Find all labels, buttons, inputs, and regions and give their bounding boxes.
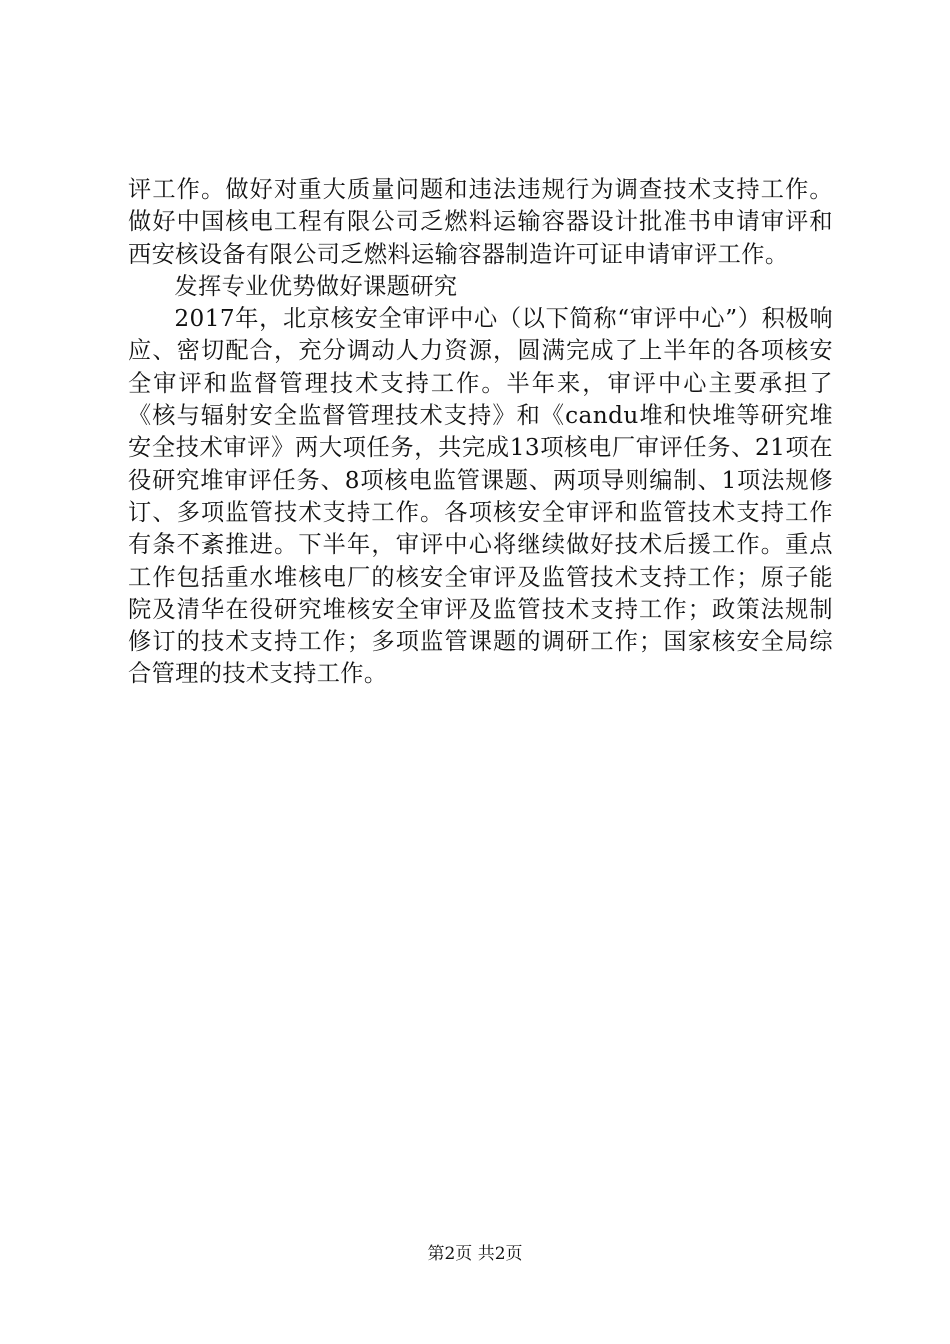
- section-heading: 发挥专业优势做好课题研究: [174, 272, 458, 300]
- paragraph-continuation: 评工作。做好对重大质量问题和违法违规行为调查技术支持工作。做好中国核电工程有限公司乏燃料运输容器设计批准书申请审评和西安核设备有限公司乏燃料运输容器制造许可证申请审评工作。: [128, 176, 833, 268]
- body-text: [128, 174, 833, 691]
- paragraph-main: 2017年，北京核安全审评中心（以下简称“审评中心”）积极响应、密切配合，充分调动人力资源，圆满完成了上半年的各项核安全审评和监督管理技术支持工作。半年来，审评中心主要承担了《核与辐射安全监督管理技术支持》和《candu堆和快堆等研究堆安全技术审评》两大项任务，共完成13项核电厂审评任务、21项在役研究堆审评任务、8项核电监管课题、两项导则编制、1项法规修订、多项监管技术支持工作。各项核安全审评和监管技术支持工作有条不紊推进。下半年，审评中心将继续做好技术后援工作。重点工作包括重水堆核电厂的核安全审评及监管技术支持工作；原子能院及清华在役研究堆核安全审评及监管技术支持工作；政策法规制修订的技术支持工作；多项监管课题的调研工作；国家核安全局综合管理的技术支持工作。: [128, 305, 833, 688]
- page-number: 第2页 共2页: [427, 1244, 523, 1264]
- page-footer: [0, 1243, 950, 1265]
